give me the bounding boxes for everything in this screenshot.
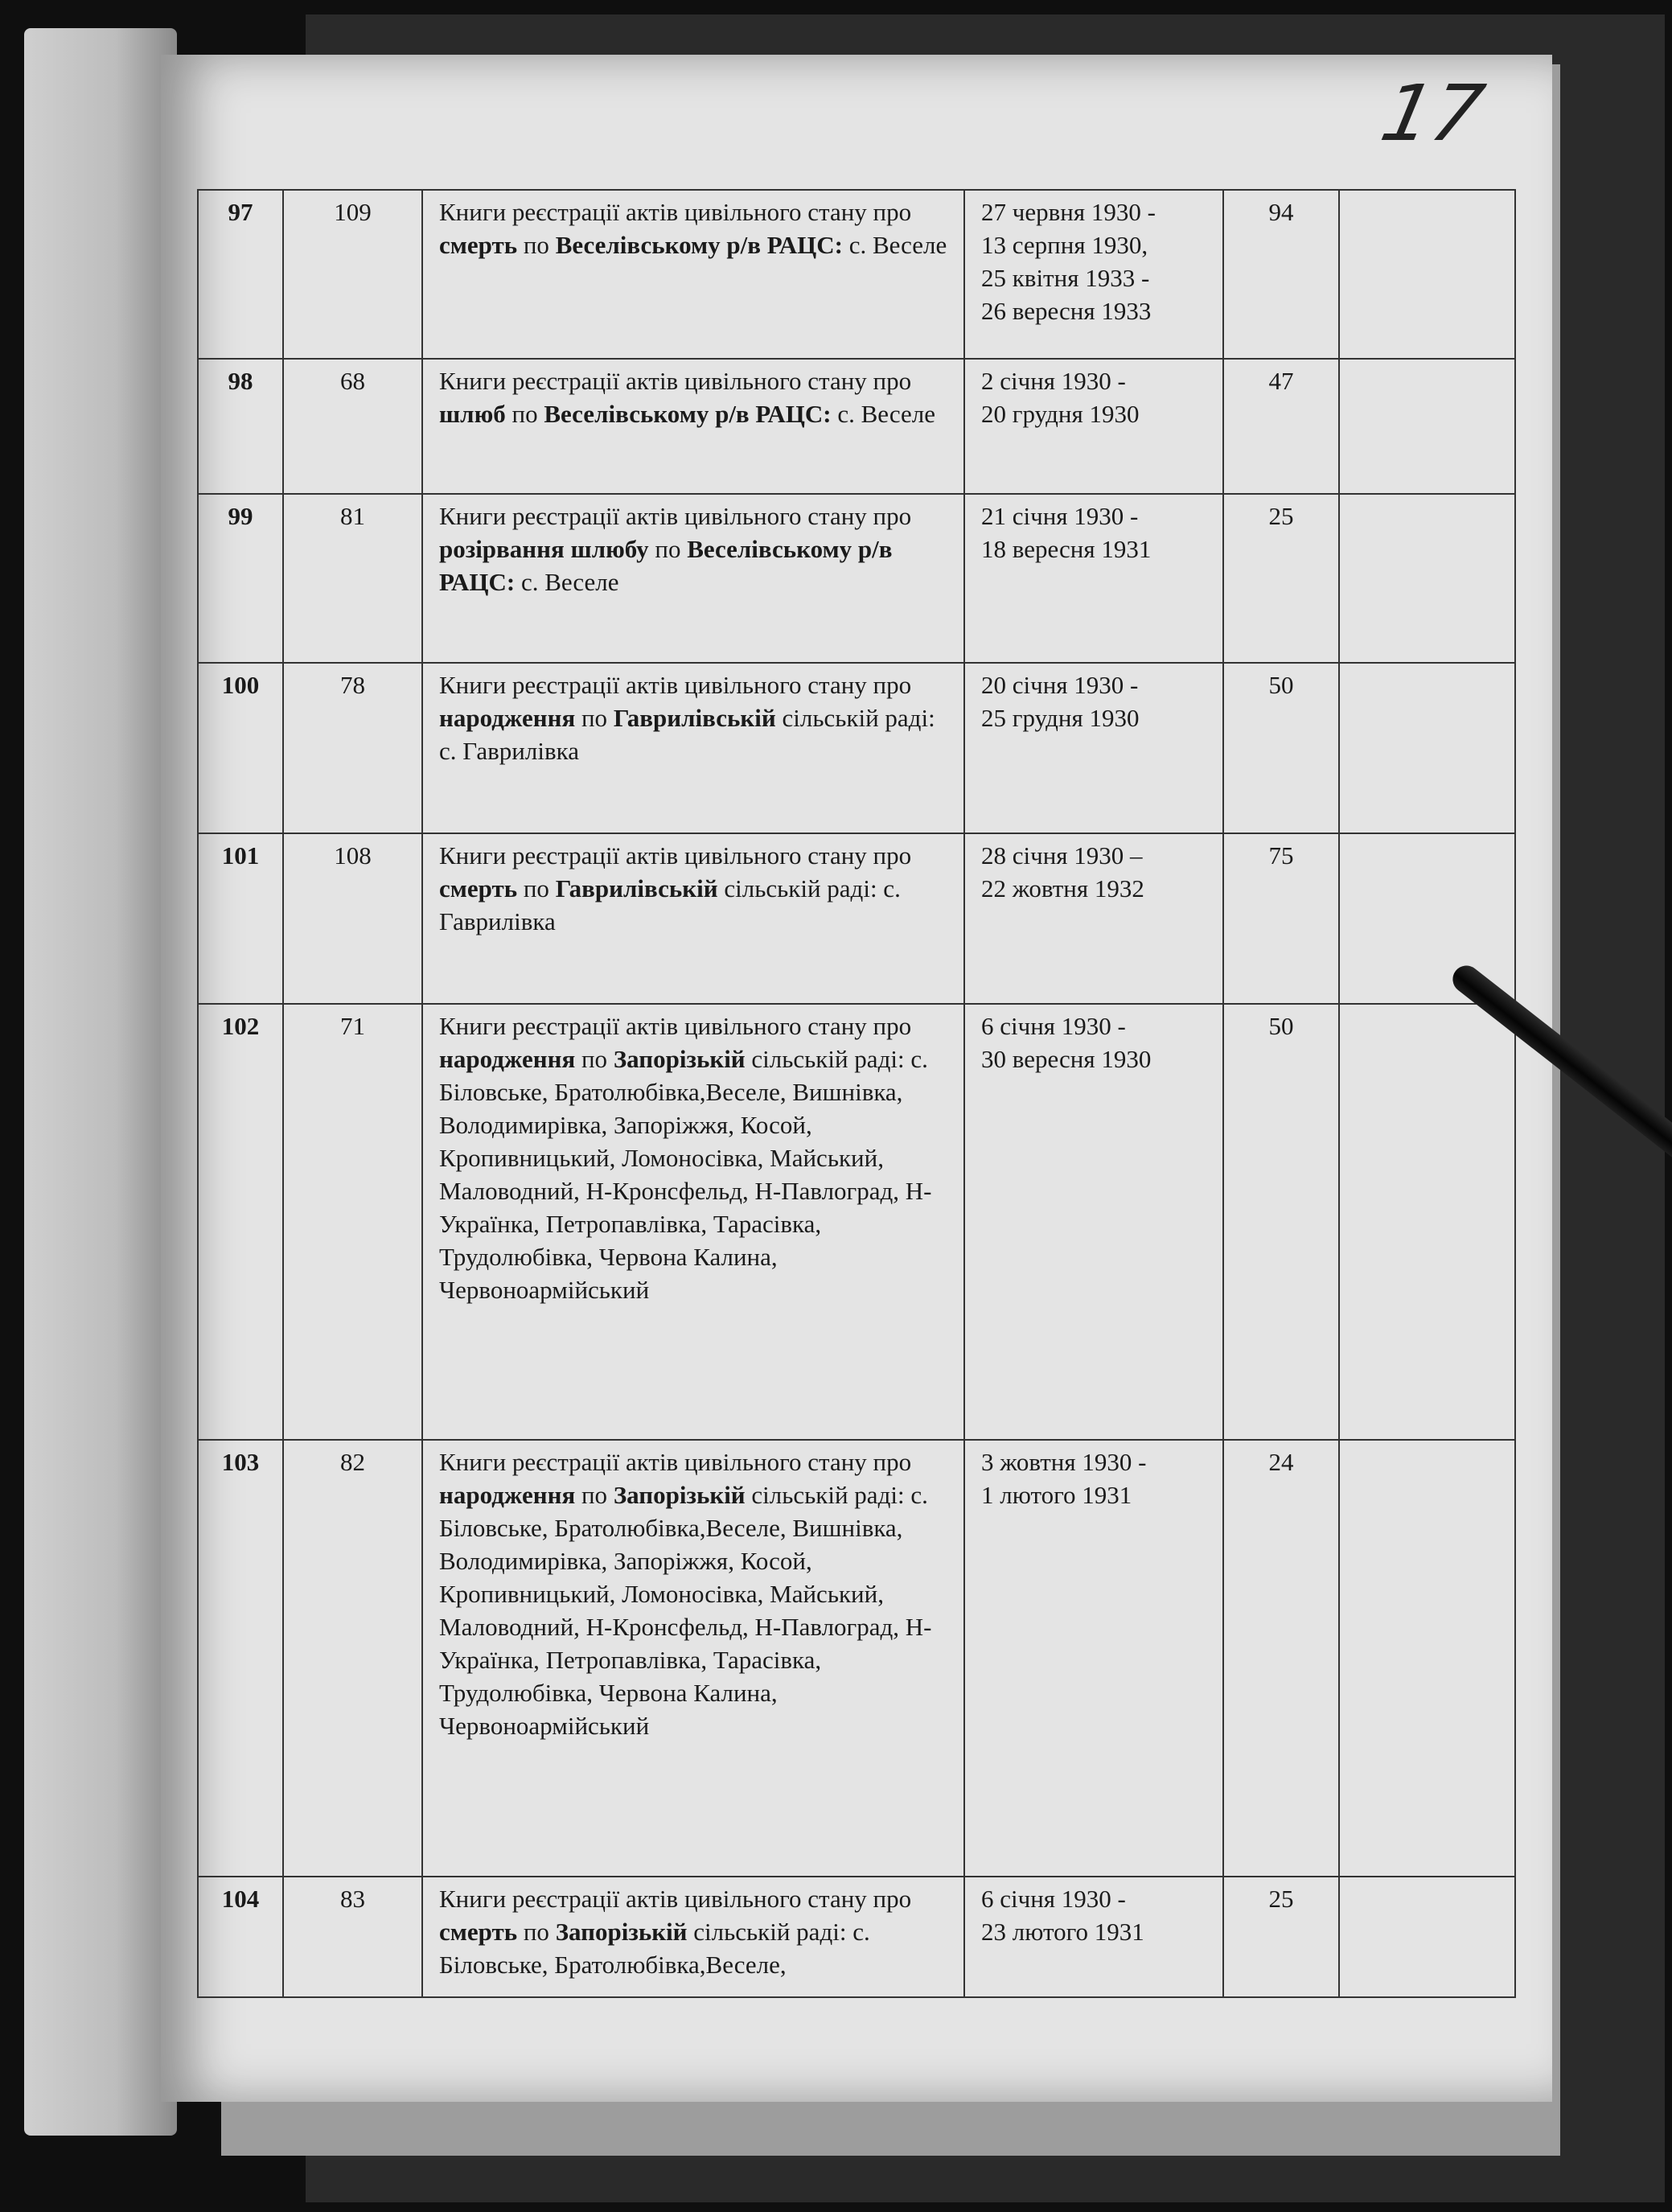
table-row	[198, 1440, 1515, 1877]
row-number: 99	[198, 494, 283, 663]
inventory-number: 109	[283, 190, 422, 359]
inventory-number: 82	[283, 1440, 422, 1877]
title-segment: по	[575, 704, 614, 732]
record-title	[422, 663, 964, 833]
title-segment: по	[575, 1481, 614, 1509]
record-title	[422, 494, 964, 663]
record-title	[422, 190, 964, 359]
title-segment: по	[648, 535, 688, 563]
title-segment: народження	[439, 1481, 576, 1509]
title-segment: смерть	[439, 874, 518, 902]
title-segment: сільській раді: с. Біловське, Братолюбівка,Веселе, Вишнівка, Володимирівка, Запоріжжя, Косой, Кропивницький, Ломоносівка, Майський, Маловодний, Н-Кронсфельд, Н-Павлоград, Н-Українка, Петропавлівка, Тарасівка, Трудолюбівка, Червона Калина, Червоноармійський	[439, 1045, 932, 1304]
row-number: 101	[198, 833, 283, 1004]
date-range: 6 січня 1930 - 30 вересня 1930	[964, 1004, 1223, 1440]
note-cell	[1339, 190, 1515, 359]
note-cell	[1339, 1877, 1515, 1997]
title-segment: Веселівському р/в РАЦС:	[555, 231, 843, 259]
note-cell	[1339, 1440, 1515, 1877]
row-number: 104	[198, 1877, 283, 1997]
title-segment: сільській раді: с. Біловське, Братолюбівка,Веселе, Вишнівка, Володимирівка, Запоріжжя, Косой, Кропивницький, Ломоносівка, Майський, Маловодний, Н-Кронсфельд, Н-Павлоград, Н-Українка, Петропавлівка, Тарасівка, Трудолюбівка, Червона Калина, Червоноармійський	[439, 1481, 932, 1740]
table-row	[198, 833, 1515, 1004]
title-segment: Запорізькій	[613, 1481, 746, 1509]
title-segment: Веселівському р/в РАЦС:	[439, 535, 893, 596]
title-segment: Книги реєстрації актів цивільного стану про	[439, 198, 912, 226]
item-count: 50	[1223, 1004, 1339, 1440]
table-body	[198, 190, 1515, 1997]
title-segment: Гаврилівській	[613, 704, 776, 732]
item-count: 24	[1223, 1440, 1339, 1877]
inventory-number: 78	[283, 663, 422, 833]
item-count: 94	[1223, 190, 1339, 359]
row-number: 102	[198, 1004, 283, 1440]
item-count: 25	[1223, 494, 1339, 663]
record-title	[422, 1440, 964, 1877]
title-segment: Веселівському р/в РАЦС:	[544, 400, 832, 428]
table-row	[198, 663, 1515, 833]
title-segment: Гаврилівській	[555, 874, 718, 902]
inventory-number: 108	[283, 833, 422, 1004]
title-segment: по	[517, 1918, 556, 1946]
title-segment: по	[517, 231, 556, 259]
note-cell	[1339, 833, 1515, 1004]
title-segment: смерть	[439, 231, 518, 259]
title-segment: народження	[439, 704, 576, 732]
title-segment: с. Веселе	[515, 568, 619, 596]
inventory-number: 68	[283, 359, 422, 494]
title-segment: шлюб	[439, 400, 506, 428]
row-number: 100	[198, 663, 283, 833]
title-segment: Книги реєстрації актів цивільного стану про	[439, 367, 912, 395]
title-segment: Запорізькій	[555, 1918, 688, 1946]
date-range: 27 червня 1930 - 13 серпня 1930, 25 квітня 1933 - 26 вересня 1933	[964, 190, 1223, 359]
item-count: 50	[1223, 663, 1339, 833]
table-row	[198, 1004, 1515, 1440]
title-segment: Книги реєстрації актів цивільного стану про	[439, 671, 912, 699]
date-range: 28 січня 1930 – 22 жовтня 1932	[964, 833, 1223, 1004]
title-segment: по	[517, 874, 556, 902]
table-row	[198, 494, 1515, 663]
record-title	[422, 1877, 964, 1997]
note-cell	[1339, 494, 1515, 663]
title-segment: Книги реєстрації актів цивільного стану про	[439, 1012, 912, 1040]
title-segment: Книги реєстрації актів цивільного стану про	[439, 841, 912, 870]
inventory-number: 81	[283, 494, 422, 663]
note-cell	[1339, 359, 1515, 494]
title-segment: сільській раді: с. Гаврилівка	[439, 704, 935, 765]
table-row	[198, 359, 1515, 494]
folio-number: 17	[1374, 68, 1492, 158]
date-range: 21 січня 1930 - 18 вересня 1931	[964, 494, 1223, 663]
note-cell	[1339, 663, 1515, 833]
date-range: 6 січня 1930 - 23 лютого 1931	[964, 1877, 1223, 1997]
item-count: 25	[1223, 1877, 1339, 1997]
title-segment: Книги реєстрації актів цивільного стану про	[439, 1448, 912, 1476]
table-row	[198, 190, 1515, 359]
inventory-number: 71	[283, 1004, 422, 1440]
inventory-table	[197, 189, 1516, 1998]
record-title	[422, 833, 964, 1004]
note-cell	[1339, 1004, 1515, 1440]
item-count: 75	[1223, 833, 1339, 1004]
title-segment: розірвання шлюбу	[439, 535, 649, 563]
title-segment: с. Веселе	[831, 400, 935, 428]
inventory-number: 83	[283, 1877, 422, 1997]
title-segment: по	[575, 1045, 614, 1073]
title-segment: Книги реєстрації актів цивільного стану про	[439, 1885, 912, 1913]
record-title	[422, 359, 964, 494]
date-range: 2 січня 1930 - 20 грудня 1930	[964, 359, 1223, 494]
date-range: 20 січня 1930 - 25 грудня 1930	[964, 663, 1223, 833]
table-row	[198, 1877, 1515, 1997]
record-title	[422, 1004, 964, 1440]
row-number: 97	[198, 190, 283, 359]
title-segment: сільській раді: с. Гаврилівка	[439, 874, 901, 935]
title-segment: по	[505, 400, 544, 428]
date-range: 3 жовтня 1930 - 1 лютого 1931	[964, 1440, 1223, 1877]
item-count: 47	[1223, 359, 1339, 494]
title-segment: Запорізькій	[613, 1045, 746, 1073]
row-number: 103	[198, 1440, 283, 1877]
title-segment: народження	[439, 1045, 576, 1073]
title-segment: смерть	[439, 1918, 518, 1946]
title-segment: сільській раді: с. Біловське, Братолюбівка,Веселе,	[439, 1918, 870, 1979]
title-segment: с. Веселе	[842, 231, 947, 259]
title-segment: Книги реєстрації актів цивільного стану про	[439, 502, 912, 530]
facing-page-edge	[24, 28, 177, 2136]
row-number: 98	[198, 359, 283, 494]
